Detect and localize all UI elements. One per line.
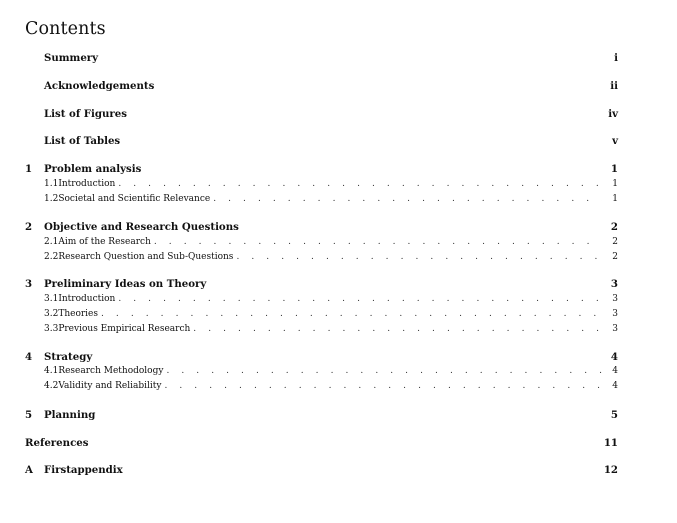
dot-leader [154, 237, 602, 247]
dot-leader [164, 381, 602, 391]
toc-entry-appendix-a[interactable] [25, 464, 618, 477]
toc-page-number: 12 [603, 464, 618, 476]
toc-entry-label: Strategy [44, 351, 93, 363]
toc-page-number: 3 [612, 324, 618, 334]
toc-entry-acknowledgements[interactable] [25, 80, 618, 93]
toc-page-number: 1 [612, 194, 618, 204]
toc-page-number: 2 [612, 237, 618, 247]
dot-leader [166, 366, 602, 376]
toc-entry-summery[interactable] [25, 52, 618, 65]
toc-chapter-number: 5 [25, 409, 33, 421]
toc-entry-label: References [25, 437, 89, 449]
toc-page-number: 2 [612, 252, 618, 262]
toc-entry-label: Validity and Reliability [58, 381, 162, 391]
toc-entry-label: Preliminary Ideas on Theory [44, 278, 207, 290]
toc-page-number: 4 [610, 351, 618, 363]
toc-entry-label: Acknowledgements [44, 80, 155, 92]
toc-entry-label: Introduction [58, 294, 116, 304]
toc-page-number: 4 [612, 381, 618, 391]
toc-chapter-number: 3 [25, 278, 33, 290]
toc-page-number: iv [608, 108, 618, 120]
toc-section-4-1[interactable] [25, 366, 618, 379]
toc-entry-label: Summery [44, 52, 99, 64]
page-title: Contents [25, 19, 106, 39]
dot-leader [118, 294, 602, 304]
toc-page-number: 4 [612, 366, 618, 376]
toc-section-number: 3.2 [44, 309, 59, 319]
toc-entry-label: Research Methodology [58, 366, 164, 376]
toc-page-number: 3 [612, 294, 618, 304]
toc-section-2-1[interactable] [25, 237, 618, 250]
toc-entry-label: Introduction [58, 179, 116, 189]
toc-section-number: 3.1 [44, 294, 59, 304]
toc-entry-label: Previous Empirical Research [58, 324, 191, 334]
toc-page-number: v [612, 135, 618, 147]
toc-entry-label: Firstappendix [44, 464, 123, 476]
toc-entry-list-of-tables[interactable] [25, 135, 618, 148]
toc-section-3-1[interactable] [25, 294, 618, 307]
toc-page-number: 11 [603, 437, 618, 449]
toc-entry-label: List of Tables [44, 135, 121, 147]
toc-section-1-1[interactable] [25, 179, 618, 192]
toc-section-number: 2.1 [44, 237, 59, 247]
dot-leader [213, 194, 602, 204]
dot-leader [118, 179, 602, 189]
toc-section-number: 1.2 [44, 194, 59, 204]
toc-chapter-1[interactable] [25, 163, 618, 176]
toc-entry-label: Aim of the Research [58, 237, 151, 247]
toc-entry-label: Problem analysis [44, 163, 142, 175]
toc-page-number: 1 [610, 163, 618, 175]
toc-page-number: 2 [610, 221, 618, 233]
toc-section-1-2[interactable] [25, 194, 618, 207]
toc-entry-label: Research Question and Sub-Questions [58, 252, 234, 262]
toc-chapter-2[interactable] [25, 221, 618, 234]
toc-section-3-3[interactable] [25, 324, 618, 337]
toc-entry-label: List of Figures [44, 108, 127, 120]
toc-entry-label: Planning [44, 409, 96, 421]
toc-section-number: 4.2 [44, 381, 59, 391]
toc-entry-references[interactable] [25, 437, 618, 450]
toc-appendix-letter: A [25, 464, 33, 476]
toc-entry-label: Theories [58, 309, 98, 319]
toc-section-number: 4.1 [44, 366, 59, 376]
toc-page-number: 3 [612, 309, 618, 319]
dot-leader [101, 309, 602, 319]
toc-entry-label: Societal and Scientific Relevance [58, 194, 211, 204]
toc-chapter-3[interactable] [25, 278, 618, 291]
toc-chapter-number: 1 [25, 163, 33, 175]
toc-section-4-2[interactable] [25, 381, 618, 394]
dot-leader [193, 324, 602, 334]
toc-chapter-4[interactable] [25, 351, 618, 364]
toc-page-number: i [614, 52, 618, 64]
toc-section-2-2[interactable] [25, 252, 618, 265]
toc-page-number: ii [610, 80, 618, 92]
toc-page-number: 5 [610, 409, 618, 421]
toc-section-number: 1.1 [44, 179, 59, 189]
toc-chapter-5[interactable] [25, 409, 618, 422]
toc-chapter-number: 4 [25, 351, 33, 363]
toc-section-number: 3.3 [44, 324, 59, 334]
toc-entry-label: Objective and Research Questions [44, 221, 239, 233]
toc-page-number: 3 [610, 278, 618, 290]
toc-chapter-number: 2 [25, 221, 33, 233]
dot-leader [236, 252, 602, 262]
toc-entry-list-of-figures[interactable] [25, 108, 618, 121]
toc-section-3-2[interactable] [25, 309, 618, 322]
toc-page-number: 1 [612, 179, 618, 189]
toc-section-number: 2.2 [44, 252, 59, 262]
